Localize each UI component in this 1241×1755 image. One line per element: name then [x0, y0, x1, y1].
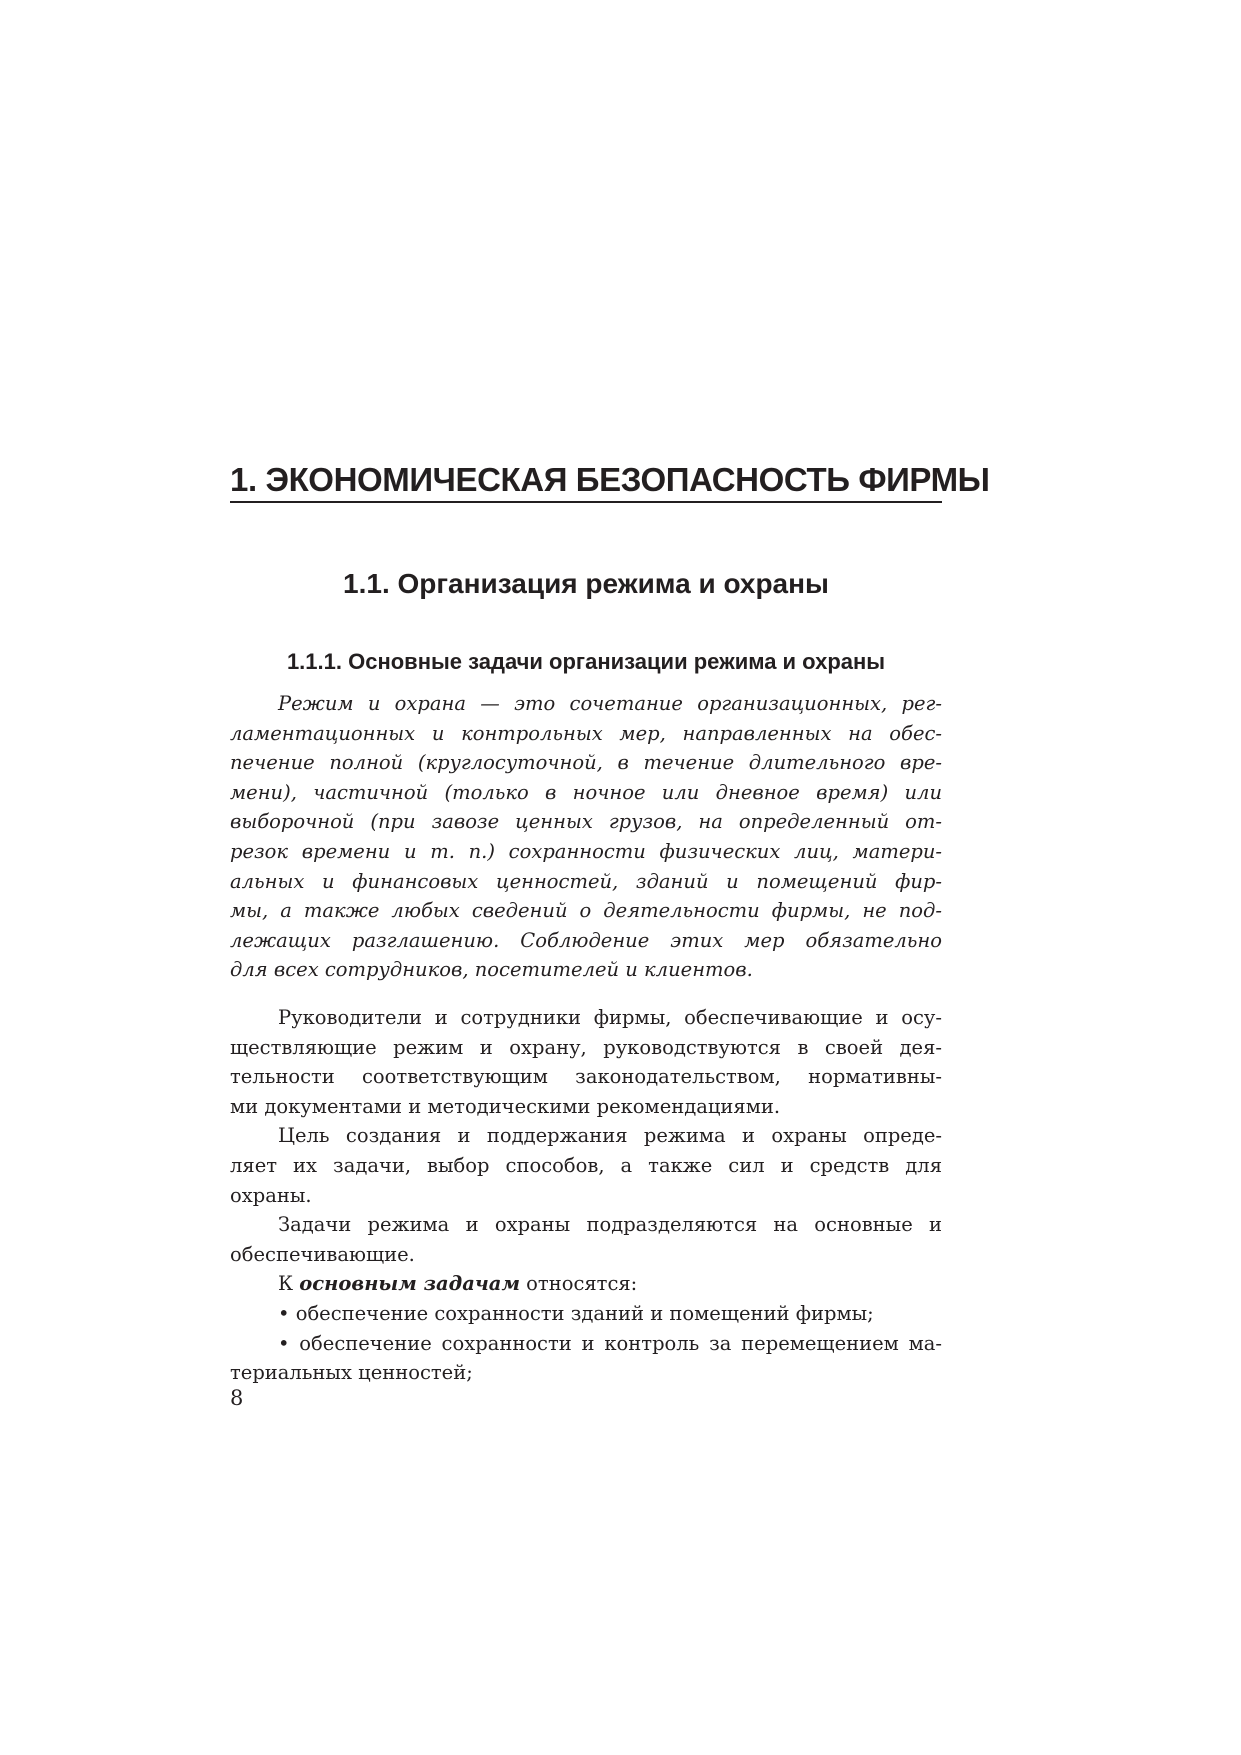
intro-suffix: относятся:	[519, 1272, 638, 1296]
text-line: выборочной (при завозе ценных грузов, на определенный от-	[230, 810, 942, 834]
text-line: печение полной (круглосуточной, в течение длительного вре-	[230, 751, 942, 775]
text-line: тельности соответствующим законодательством, нормативны-	[230, 1065, 942, 1089]
body-text-block	[230, 1003, 942, 1388]
text-line: обеспечивающие.	[230, 1242, 415, 1266]
page-number: 8	[230, 1386, 244, 1410]
text-line: альных и финансовых ценностей, зданий и помещений фир-	[230, 869, 942, 893]
text-line: для всех сотрудников, посетителей и клиентов.	[230, 958, 753, 982]
text-line: Режим и охрана — это сочетание организационных, рег-	[278, 692, 942, 715]
text-line: мени), частичной (только в ночное или дневное время) или	[230, 780, 942, 804]
text-line: ми документами и методическими рекомендациями.	[230, 1094, 781, 1118]
text-line: лежащих разглашению. Соблюдение этих мер обязательно	[230, 928, 942, 952]
text-line: Руководители и сотрудники фирмы, обеспечивающие и осу-	[278, 1006, 942, 1029]
list-item: • обеспечение сохранности зданий и помещений фирмы;	[278, 1301, 874, 1325]
intro-prefix: К	[278, 1272, 300, 1296]
subsection-title: 1.1.1. Основные задачи организации режима и охраны	[286, 649, 886, 674]
list-item-continuation: териальных ценностей;	[230, 1361, 473, 1385]
list-item: • обеспечение сохранности и контроль за перемещением ма-	[278, 1331, 942, 1355]
text-line: ламентационных и контрольных мер, направленных на обес-	[230, 721, 942, 745]
emphasis-term: основным задачам	[299, 1272, 520, 1296]
definition-paragraph	[230, 689, 942, 985]
text-line: ществляющие режим и охрану, руководствуются в своей дея-	[230, 1035, 942, 1059]
section-title: 1.1. Организация режима и охраны	[343, 568, 829, 599]
list-intro	[230, 1269, 942, 1299]
chapter-underline	[230, 501, 942, 503]
text-line: резок времени и т. п.) сохранности физических лиц, матери-	[230, 839, 942, 863]
text-line: ляет их задачи, выбор способов, а также сил и средств для	[230, 1153, 942, 1177]
text-line: мы, а также любых сведений о деятельности фирмы, не под-	[230, 899, 942, 923]
chapter-title: 1. ЭКОНОМИЧЕСКАЯ БЕЗОПАСНОСТЬ ФИРМЫ	[230, 461, 990, 498]
text-line: охраны.	[230, 1183, 312, 1207]
text-line: Задачи режима и охраны подразделяются на основные и	[278, 1213, 942, 1237]
text-line: Цель создания и поддержания режима и охраны опреде-	[278, 1124, 942, 1148]
